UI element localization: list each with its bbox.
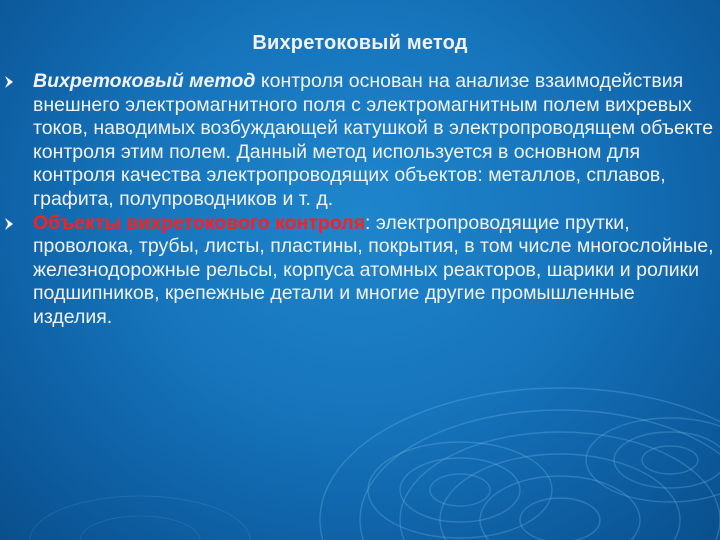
objects-description: : электропроводящие прутки, проволока, трубы, листы, пластины, покрытия, в том числе многослойные, железнодорожные рельсы, корпуса атомных реакторов, шарики и ролики подшипников, крепежные детали и многие другие промышленные изделия. [33, 211, 714, 328]
arrowhead-bullet-icon [0, 70, 17, 94]
objects-term: Объекты вихретокового контроля [33, 211, 366, 234]
method-description: контроля основан на анализе взаимодействия внешнего электромагнитного поля с электромагнитным полем вихревых токов, наводимых возбуждающей катушкой в электропроводящем объекте контроля этим полем. Данный метод используется в основном для контроля качества электропроводящих объектов: металлов, сплавов, графита, полупроводников и т. д. [33, 70, 714, 210]
arrowhead-bullet-icon [0, 212, 17, 236]
slide-title: Вихретоковый метод [252, 32, 468, 54]
method-term: Вихретоковый метод [33, 70, 256, 92]
bullet-item-objects [0, 212, 715, 330]
bullet-item-method [0, 70, 715, 212]
bullet-list [0, 70, 715, 330]
